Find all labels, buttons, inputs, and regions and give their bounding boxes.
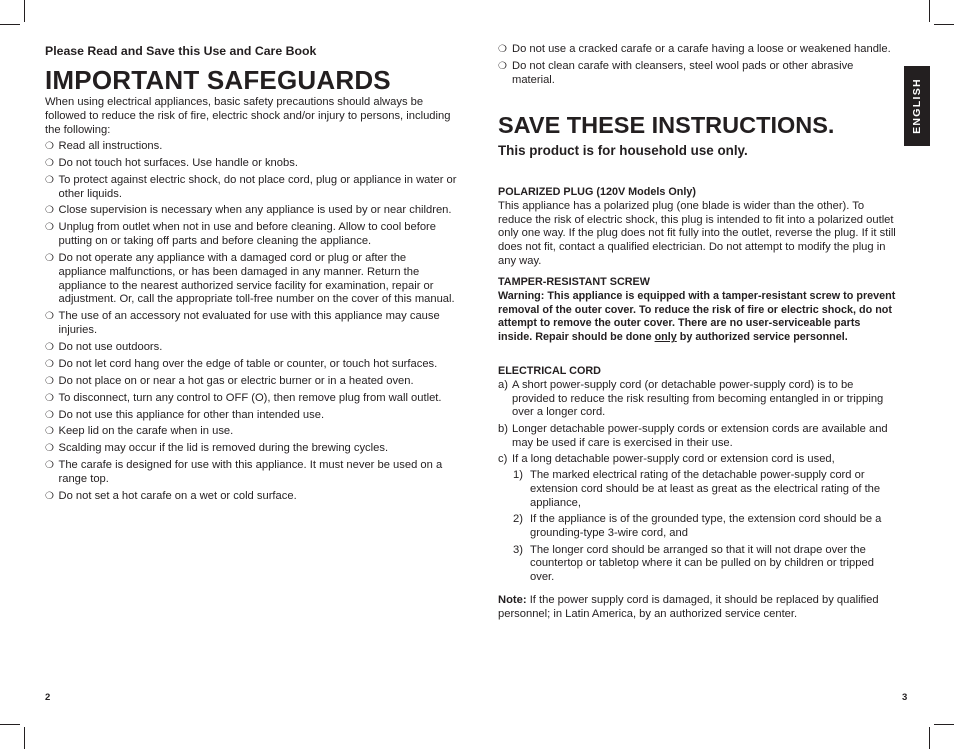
list-item-text: To disconnect, turn any control to OFF (O), then remove plug from wall outlet. [58, 391, 442, 404]
bullet-circle-icon: ❍ [45, 253, 54, 265]
list-item-text: To protect against electric shock, do not place cord, plug or appliance in water or other liquids. [58, 173, 457, 200]
intro-paragraph: When using electrical appliances, basic safety precautions should always be followed to reduce the risk of fire, electric shock and/or injury to persons, including the following: [45, 96, 451, 136]
bullet-circle-icon: ❍ [45, 141, 54, 152]
tamper-resistant-heading: TAMPER-RESISTANT SCREW [498, 276, 650, 288]
item-label: c) [498, 452, 508, 465]
crop-mark-bottom-left [24, 727, 25, 749]
item-label: b) [498, 422, 508, 435]
list-item [45, 341, 457, 355]
cord-item [498, 423, 896, 451]
bullet-circle-icon: ❍ [45, 443, 54, 455]
item-text: The longer cord should be arranged so that it will not drape over the countertop or tabletop where it can be pulled on by children or tripped over. [530, 543, 874, 584]
list-item [45, 221, 457, 249]
tamper-body-after: by authorized service personnel. [676, 331, 848, 344]
polarized-plug-body: This appliance has a polarized plug (one blade is wider than the other). To reduce the risk of electric shock, this plug is intended to fit into a polarized outlet only one way. If the plug does not fit fully into the outlet, reverse the plug. If it still does not fit, contact a qualified electrician. Do not attempt to modify the plug in any way. [498, 199, 896, 267]
cord-subitem [498, 513, 896, 541]
item-text: If a long detachable power-supply cord or extension cord is used, [512, 452, 835, 465]
list-item [45, 425, 457, 439]
list-item-text: Close supervision is necessary when any appliance is used by or near children. [58, 204, 452, 217]
electrical-cord-heading: ELECTRICAL CORD [498, 365, 601, 377]
crop-mark-bottom-right-h [934, 724, 954, 725]
list-item [45, 375, 457, 389]
list-item [45, 140, 457, 154]
crop-mark-bottom-left-h [0, 724, 20, 725]
list-item-text: Do not set a hot carafe on a wet or cold surface. [58, 489, 297, 502]
list-item-text: Do not place on or near a hot gas or electric burner or in a heated oven. [58, 374, 414, 387]
list-item [45, 174, 457, 202]
page-title-important-safeguards: IMPORTANT SAFEGUARDS [45, 65, 391, 95]
crop-mark-top-right [929, 0, 930, 22]
cord-note-text: If the power supply cord is damaged, it should be replaced by qualified personnel; in Latin America, by an authorized service center. [498, 593, 879, 620]
list-item [45, 310, 457, 338]
bullet-circle-icon: ❍ [45, 409, 54, 421]
tamper-body-only: only [654, 331, 677, 344]
list-item [45, 204, 457, 218]
item-label: a) [498, 378, 508, 391]
bullet-circle-icon: ❍ [498, 44, 507, 55]
item-text: A short power-supply cord (or detachable power-supply cord) is to be provided to reduce the risk resulting from becoming entangled in or tripping over a longer cord. [512, 378, 884, 419]
household-use-subtitle: This product is for household use only. [498, 143, 748, 158]
cord-item [498, 379, 896, 420]
list-item-text: Do not touch hot surfaces. Use handle or knobs. [58, 156, 298, 169]
page-number-right: 3 [902, 692, 908, 703]
cord-note [498, 594, 896, 622]
bullet-circle-icon: ❍ [45, 311, 54, 323]
tamper-resistant-body [498, 290, 896, 345]
list-item [45, 459, 457, 487]
list-item-text: The carafe is designed for use with this appliance. It must never be used on a range top. [58, 459, 443, 486]
safeguards-list [45, 140, 457, 507]
list-item-text: Do not operate any appliance with a damaged cord or plug or after the appliance malfunctions, or has been damaged in any manner. Return the appliance to the nearest authorized service facility for examination, repair or adjustment. Or, call the appropriate toll-free number on the cover of this manual. [58, 252, 455, 306]
bullet-circle-icon: ❍ [45, 460, 54, 472]
item-text: The marked electrical rating of the detachable power-supply cord or extension cord should be at least as great as the electrical rating of the appliance, [530, 469, 881, 509]
safeguards-list-continued [498, 43, 896, 91]
tamper-body-before: Warning: This appliance is equipped with a tamper-resistant screw to prevent removal of the outer cover. To reduce the risk of fire or electric shock, do not attempt to remove the outer cover. There are no user-serviceable parts inside. Repair should be done [498, 289, 896, 344]
list-item-text: Do not use outdoors. [58, 341, 163, 354]
electrical-cord-sublist [498, 469, 896, 585]
cord-item [498, 453, 896, 467]
list-item-text: Read all instructions. [58, 140, 163, 152]
bullet-circle-icon: ❍ [45, 375, 54, 387]
list-item [45, 157, 457, 171]
item-text: Longer detachable power-supply cords or extension cords are available and may be used if care is exercised in their use. [512, 422, 888, 449]
crop-mark-top-right-h [934, 24, 954, 25]
tamper-resistant-section [498, 276, 896, 345]
kicker-heading: Please Read and Save this Use and Care Book [45, 44, 317, 58]
crop-mark-bottom-right [929, 727, 930, 749]
bullet-circle-icon: ❍ [45, 358, 54, 370]
bullet-circle-icon: ❍ [498, 60, 507, 72]
list-item-text: Do not use a cracked carafe or a carafe having a loose or weakened handle. [512, 43, 891, 55]
page-number-left: 2 [45, 692, 51, 703]
bullet-circle-icon: ❍ [45, 157, 54, 169]
list-item [45, 252, 457, 307]
language-tab [904, 66, 930, 146]
bullet-circle-icon: ❍ [45, 174, 54, 186]
list-item-text: The use of an accessory not evaluated for use with this appliance may cause injuries. [58, 310, 440, 337]
electrical-cord-section [498, 365, 896, 622]
item-text: If the appliance is of the grounded type, the extension cord should be a grounding-type 3-wire cord, and [530, 513, 882, 540]
list-item-text: Scalding may occur if the lid is removed during the brewing cycles. [58, 442, 389, 455]
save-instructions-title: SAVE THESE INSTRUCTIONS. [498, 112, 835, 138]
list-item [498, 60, 896, 88]
electrical-cord-list [498, 379, 896, 467]
item-label: 2) [513, 513, 523, 526]
list-item-text: Do not clean carafe with cleansers, steel wool pads or other abrasive material. [512, 59, 854, 86]
list-item [45, 442, 457, 456]
language-tab-label: ENGLISH [911, 78, 923, 134]
list-item [45, 490, 457, 504]
list-item [498, 43, 896, 57]
bullet-circle-icon: ❍ [45, 392, 54, 404]
polarized-plug-section [498, 186, 896, 269]
bullet-circle-icon: ❍ [45, 222, 54, 234]
list-item [45, 409, 457, 423]
item-label: 1) [513, 469, 523, 482]
crop-mark-top-left-h [0, 24, 20, 25]
item-label: 3) [513, 543, 523, 556]
crop-mark-top-left [24, 0, 25, 22]
list-item-text: Do not use this appliance for other than intended use. [58, 408, 325, 421]
bullet-circle-icon: ❍ [45, 205, 54, 217]
list-item-text: Unplug from outlet when not in use and before cleaning. Allow to cool before putting on or taking off parts and before cleaning the appliance. [58, 221, 437, 248]
bullet-circle-icon: ❍ [45, 426, 54, 438]
polarized-plug-heading: POLARIZED PLUG (120V Models Only) [498, 186, 696, 198]
bullet-circle-icon: ❍ [45, 342, 54, 354]
list-item [45, 392, 457, 406]
cord-note-label: Note: [498, 593, 527, 606]
cord-subitem [498, 469, 896, 510]
list-item [45, 358, 457, 372]
bullet-circle-icon: ❍ [45, 490, 54, 502]
list-item-text: Do not let cord hang over the edge of table or counter, or touch hot surfaces. [58, 357, 438, 370]
cord-subitem [498, 544, 896, 585]
list-item-text: Keep lid on the carafe when in use. [58, 425, 234, 438]
